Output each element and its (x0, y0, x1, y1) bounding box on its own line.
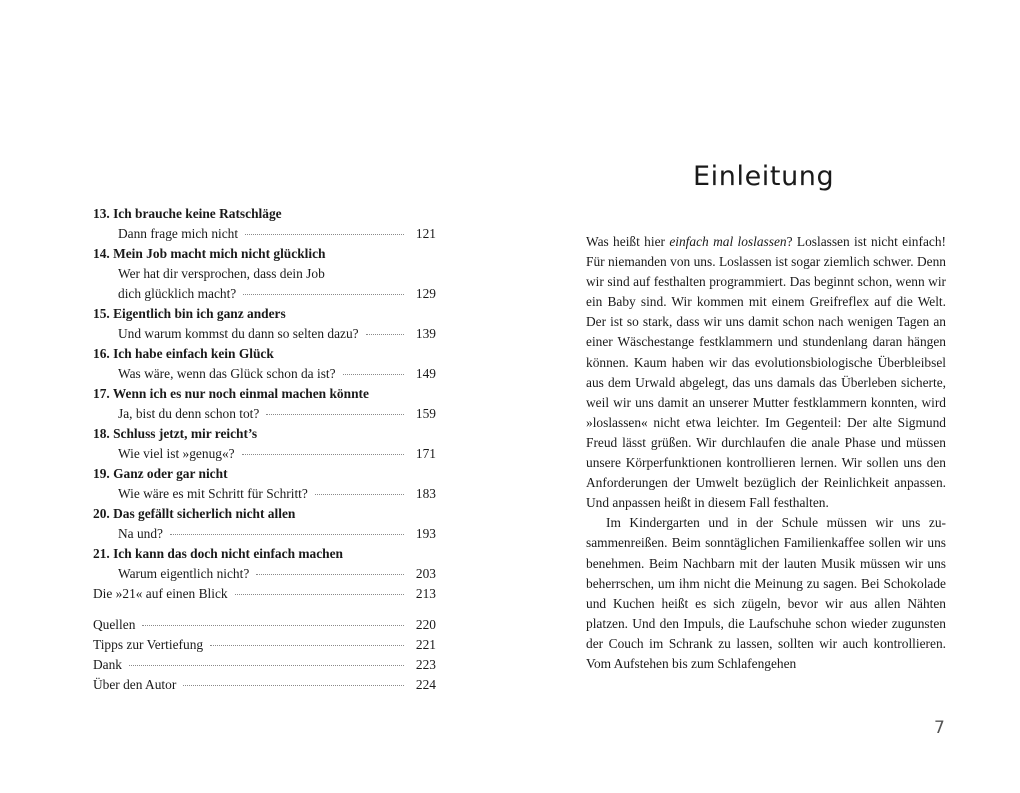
dot-leader (245, 234, 404, 235)
toc-subtitle: Ja, bist du denn schon tot? (118, 406, 260, 421)
toc-subtitle-line (93, 484, 436, 504)
toc-chapter-title: 17. Wenn ich es nur noch einmal machen könnte (93, 386, 369, 401)
toc-page-number: 149 (415, 366, 436, 381)
toc-subtitle: dich glücklich macht? (118, 286, 237, 301)
dot-leader (256, 574, 404, 575)
paragraph-lead: Was heißt hier (586, 234, 670, 249)
toc-page-number: 223 (415, 657, 436, 672)
dot-leader (243, 294, 404, 295)
toc-page-number: 171 (415, 446, 436, 461)
table-of-contents (93, 204, 436, 695)
dot-leader (210, 645, 404, 646)
toc-chapter-title: 14. Mein Job macht mich nicht glücklich (93, 246, 326, 261)
dot-leader (129, 665, 404, 666)
toc-entry-label: Dank (93, 657, 123, 672)
toc-subtitle-line (93, 444, 436, 464)
toc-chapter-21 (93, 544, 436, 584)
toc-page-number: 121 (415, 226, 436, 241)
toc-chapter-15 (93, 304, 436, 344)
toc-subtitle-line (93, 404, 436, 424)
paragraph-1 (586, 232, 946, 513)
toc-subtitle: Dann frage mich nicht (118, 226, 239, 241)
toc-chapter-16 (93, 344, 436, 384)
toc-chapter-title: 19. Ganz oder gar nicht (93, 466, 228, 481)
paragraph-rest: ? Loslassen ist nicht einfach! Für niemanden von uns. Loslassen ist sogar ziemlich schwer. Denn wir sind auf festhalten programmiert. Das beginnt schon, wenn wir ein Baby sind. Wir kommen mit einem Greifreflex auf die Welt. Der ist so stark, dass wir uns damit schon nach wenigen Tagen an einer Wäschestange festklammern und stundenlang daran hängen können. Kaum haben wir das evolutionsbiologische Überbleibsel aus dem Urwald abgelegt, das uns damals das Überleben sicherte, weil wir uns damit an unserer Mutter festklammern konnten, wird »loslassen« nicht etwa leichter. Im Gegenteil: Der alte Sigmund Freud lässt grüßen. Wir durchlaufen die anale Phase und müssen unsere Körperfunktionen kontrollieren lernen. Wir sollen uns den Anforderungen der Umwelt bezüglich der Reinlichkeit anpassen. Und anpassen heißt in diesem Fall festhalten. (586, 234, 946, 511)
toc-page-number: 129 (415, 286, 436, 301)
toc-chapter-title: 21. Ich kann das doch nicht einfach machen (93, 546, 344, 561)
emphasis-text: einfach mal loslassen (669, 234, 787, 249)
toc-chapter-19 (93, 464, 436, 504)
toc-subtitle: Wie viel ist »genug«? (118, 446, 235, 461)
toc-subtitle-line (93, 324, 436, 344)
toc-subtitle-line (93, 284, 436, 304)
toc-subtitle-line (93, 224, 436, 244)
toc-entry-quellen (93, 615, 436, 635)
toc-chapter-title: 13. Ich brauche keine Ratschläge (93, 206, 282, 221)
paragraph-2: Im Kindergarten und in der Schule müssen wir uns zusammenreißen. Beim sonntäglichen Familienkaffee sollen wir uns benehmen. Beim Nachbarn mit der lauten Musik müssen wir uns beherrschen, um ihm nicht die Meinung zu sagen. Bei Schokolade und Kuchen heißt es sich zügeln, bevor wir aus allen Nähten platzen. Und den Impuls, die Laufschuhe schon wieder zugunsten der Couch im Schrank zu lassen, sollten wir auch kontrollieren. Vom Aufstehen bis zum Schlafengehen (586, 515, 946, 671)
toc-subtitle: Warum eigentlich nicht? (118, 566, 250, 581)
toc-entry-label: Tipps zur Vertiefung (93, 637, 204, 652)
dot-leader (366, 334, 404, 335)
toc-chapter-18 (93, 424, 436, 464)
toc-subtitle: Was wäre, wenn das Glück schon da ist? (118, 366, 336, 381)
toc-subtitle: Na und? (118, 526, 163, 541)
toc-page-number: 193 (415, 526, 436, 541)
toc-entry-label: Über den Autor (93, 677, 177, 692)
toc-chapter-14 (93, 244, 436, 304)
dot-leader (343, 374, 404, 375)
toc-entry-label: Quellen (93, 617, 136, 632)
dot-leader (183, 685, 404, 686)
toc-page-number: 213 (415, 586, 436, 601)
toc-subtitle-line (93, 524, 436, 544)
dot-leader (170, 534, 404, 535)
toc-page-number: 203 (415, 566, 436, 581)
toc-subtitle-line (93, 564, 436, 584)
toc-page-number: 221 (415, 637, 436, 652)
toc-spacer (93, 604, 436, 615)
toc-page-number: 220 (415, 617, 436, 632)
dot-leader (315, 494, 404, 495)
toc-chapter-title: 16. Ich habe einfach kein Glück (93, 346, 274, 361)
toc-chapter-title: 15. Eigentlich bin ich ganz anders (93, 306, 286, 321)
toc-chapter-title: 18. Schluss jetzt, mir reicht’s (93, 426, 258, 441)
page-number: 7 (934, 718, 945, 738)
toc-chapter-20 (93, 504, 436, 544)
toc-entry-dank (93, 655, 436, 675)
toc-subtitle: Wer hat dir versprochen, dass dein Job (118, 266, 325, 281)
toc-entry-tipps (93, 635, 436, 655)
toc-page-number: 139 (415, 326, 436, 341)
toc-page-number: 159 (415, 406, 436, 421)
toc-subtitle: Und warum kommst du dann so selten dazu? (118, 326, 359, 341)
toc-page-number: 183 (415, 486, 436, 501)
chapter-heading: Einleitung (693, 161, 835, 192)
toc-summary-entry (93, 584, 436, 604)
toc-entry-autor (93, 675, 436, 695)
dot-leader (266, 414, 404, 415)
body-text (586, 232, 946, 674)
toc-entry-label: Die »21« auf einen Blick (93, 586, 228, 601)
toc-chapter-title: 20. Das gefällt sicherlich nicht allen (93, 506, 296, 521)
dot-leader (242, 454, 404, 455)
dot-leader (142, 625, 404, 626)
toc-chapter-13 (93, 204, 436, 244)
toc-subtitle-line (93, 364, 436, 384)
toc-page-number: 224 (415, 677, 436, 692)
toc-subtitle: Wie wäre es mit Schritt für Schritt? (118, 486, 308, 501)
dot-leader (235, 594, 404, 595)
toc-chapter-17 (93, 384, 436, 424)
